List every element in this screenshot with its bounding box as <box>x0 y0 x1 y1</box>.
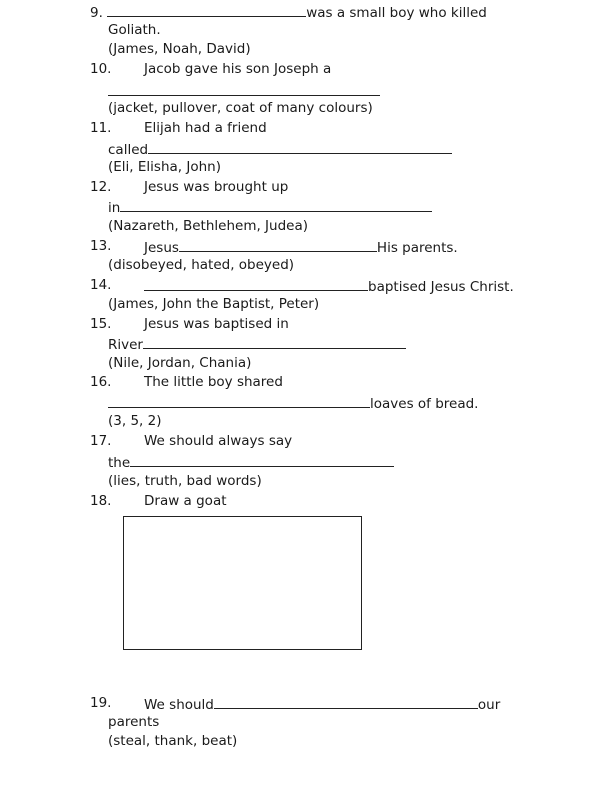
question-text: Draw a goat <box>144 493 227 509</box>
question-text: Elijah had a friend <box>144 120 267 136</box>
question-10 <box>90 61 490 77</box>
answer-blank[interactable] <box>214 695 478 709</box>
answer-options: (Eli, Elisha, John) <box>108 159 221 175</box>
question-text: baptised Jesus Christ. <box>368 279 514 295</box>
question-text: was a small boy who killed <box>306 5 487 21</box>
question-number: 18. <box>90 493 112 509</box>
question-14 <box>90 277 570 293</box>
question-text: in <box>108 200 121 216</box>
answer-blank[interactable] <box>148 140 452 154</box>
answer-options: (Nile, Jordan, Chania) <box>108 355 252 371</box>
answer-options: (lies, truth, bad words) <box>108 473 262 489</box>
question-text: His parents. <box>376 240 458 256</box>
question-number: 10. <box>90 61 112 77</box>
answer-options: (Nazareth, Bethlehem, Judea) <box>108 218 309 234</box>
question-11 <box>90 120 490 136</box>
answer-blank[interactable] <box>179 238 377 252</box>
answer-blank[interactable] <box>107 3 306 17</box>
question-number: 12. <box>90 179 112 195</box>
question-17 <box>90 433 490 449</box>
drawing-box[interactable] <box>123 516 362 650</box>
answer-blank[interactable] <box>108 394 370 408</box>
question-19 <box>90 695 540 711</box>
question-text: our <box>477 697 501 713</box>
question-text: the <box>108 455 131 471</box>
answer-blank[interactable] <box>144 277 368 291</box>
question-number: 14. <box>90 277 112 293</box>
question-12 <box>90 179 490 195</box>
question-number: 17. <box>90 433 112 449</box>
answer-blank[interactable] <box>120 198 432 212</box>
question-number: 11. <box>90 120 112 136</box>
answer-options: (jacket, pullover, coat of many colours) <box>108 100 373 116</box>
question-text: The little boy shared <box>144 374 283 390</box>
question-text: We should <box>144 697 214 713</box>
question-18 <box>90 493 490 509</box>
question-text: We should always say <box>144 433 293 449</box>
question-text: Goliath. <box>108 22 161 38</box>
question-text: Jesus was brought up <box>144 179 289 195</box>
answer-blank[interactable] <box>108 82 380 96</box>
question-text: Jesus was baptised in <box>144 316 289 332</box>
answer-options: (3, 5, 2) <box>108 413 162 429</box>
question-text: loaves of bread. <box>370 396 479 412</box>
question-text: called <box>108 142 149 158</box>
question-16 <box>90 374 490 390</box>
question-number: 9. <box>90 5 103 21</box>
answer-options: (disobeyed, hated, obeyed) <box>108 257 295 273</box>
answer-options: (James, Noah, David) <box>108 41 251 57</box>
question-text: parents <box>108 714 160 730</box>
question-13 <box>90 238 540 254</box>
question-number: 19. <box>90 695 112 711</box>
answer-options: (steal, thank, beat) <box>108 733 238 749</box>
question-15 <box>90 316 490 332</box>
question-text: Jesus <box>144 240 179 256</box>
question-number: 13. <box>90 238 112 254</box>
answer-blank[interactable] <box>143 335 406 349</box>
question-number: 15. <box>90 316 112 332</box>
answer-options: (James, John the Baptist, Peter) <box>108 296 320 312</box>
question-text: River <box>108 337 143 353</box>
question-text: Jacob gave his son Joseph a <box>144 61 332 77</box>
question-9 <box>90 3 487 19</box>
answer-blank[interactable] <box>130 453 394 467</box>
question-number: 16. <box>90 374 112 390</box>
